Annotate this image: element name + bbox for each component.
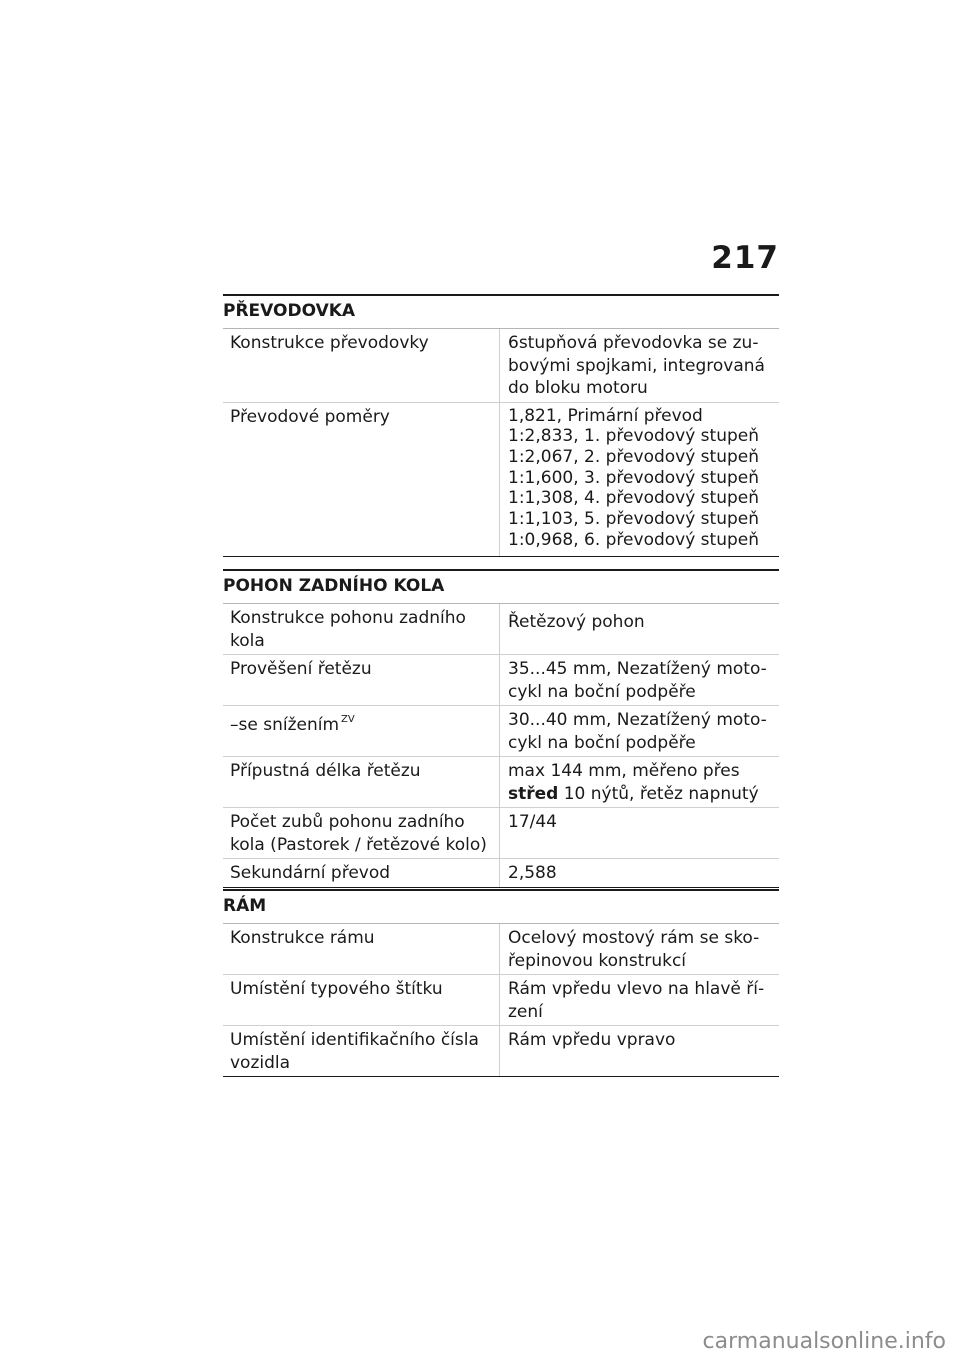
- value-text: 1:1,600, 3. převodový stupeň: [508, 467, 760, 488]
- spec-label: [223, 329, 500, 402]
- spec-label: [223, 757, 500, 808]
- table-row: [223, 402, 779, 557]
- spec-value: [500, 402, 780, 557]
- value-text: 6stupňová převodovka se zu-: [508, 333, 759, 353]
- table-row: [223, 859, 779, 888]
- label-text: Počet zubů pohonu zadního: [230, 812, 465, 832]
- spec-table: [223, 604, 779, 888]
- label-text: Sekundární převod: [230, 863, 391, 883]
- value-text: 1:2,067, 2. převodový stupeň: [508, 446, 760, 467]
- value-text: 17/44: [508, 812, 557, 832]
- value-text: 1:1,308, 4. převodový stupeň: [508, 488, 760, 509]
- spec-label: [223, 1026, 500, 1077]
- section-title: PŘEVODOVKA: [223, 296, 779, 329]
- spec-value: [500, 808, 780, 859]
- spec-value: [500, 1026, 780, 1077]
- spec-label: [223, 604, 500, 655]
- table-row: [223, 808, 779, 859]
- table-row: [223, 1026, 779, 1077]
- value-text: 2,588: [508, 863, 557, 883]
- table-row: [223, 757, 779, 808]
- label-text: –se snížením: [230, 715, 340, 735]
- value-text: zení: [508, 1001, 543, 1022]
- table-row: [223, 329, 779, 402]
- spec-value: [500, 924, 780, 975]
- page-number: 217: [711, 240, 779, 276]
- spec-value: [500, 757, 780, 808]
- spec-value: [500, 329, 780, 402]
- label-text: Umístění identifikačního čísla: [230, 1030, 479, 1050]
- value-text: Rám vpředu vlevo na hlavě ří-: [508, 979, 765, 999]
- table-row: [223, 924, 779, 975]
- label-text: Konstrukce rámu: [230, 928, 375, 948]
- spec-value: [500, 655, 780, 706]
- spec-value: [500, 859, 780, 888]
- label-text: Umístění typového štítku: [230, 979, 443, 999]
- value-text: 1:1,103, 5. převodový stupeň: [508, 509, 760, 530]
- spec-label: [223, 808, 500, 859]
- label-text: Přípustná délka řetězu: [230, 761, 421, 781]
- table-row: [223, 604, 779, 655]
- section-transmission: [223, 294, 779, 557]
- label-text: vozidla: [230, 1052, 291, 1073]
- spec-label: [223, 402, 500, 557]
- emphasis-text: střed: [508, 783, 559, 804]
- watermark: carmanualsonline.info: [702, 1329, 946, 1354]
- label-text: Převodové poměry: [230, 406, 390, 427]
- spec-value: [500, 975, 780, 1026]
- value-text: 1:2,833, 1. převodový stupeň: [508, 426, 760, 447]
- label-text: Konstrukce převodovky: [230, 333, 429, 353]
- section-title: RÁM: [223, 891, 779, 924]
- spec-value: [500, 706, 780, 757]
- section-frame: [223, 889, 779, 1077]
- value-text: 35...45 mm, Nezatížený moto-: [508, 659, 767, 679]
- label-text: kola: [230, 630, 265, 651]
- value-text: řepinovou konstrukcí: [508, 950, 687, 971]
- value-text: cykl na boční podpěře: [508, 681, 696, 702]
- spec-value: [500, 604, 780, 655]
- label-text: Konstrukce pohonu zadního: [230, 608, 466, 628]
- table-row: [223, 975, 779, 1026]
- section-rear-wheel-drive: [223, 569, 779, 888]
- table-row: [223, 706, 779, 757]
- value-text: 10 nýtů, řetěz napnutý: [558, 783, 759, 804]
- footnote-marker: ZV: [341, 714, 355, 725]
- value-text: Ocelový mostový rám se sko-: [508, 928, 760, 948]
- value-text: 30...40 mm, Nezatížený moto-: [508, 710, 767, 730]
- value-text: cykl na boční podpěře: [508, 732, 696, 753]
- spec-table: [223, 329, 779, 557]
- value-text: do bloku motoru: [508, 378, 648, 398]
- value-text: bovými spojkami, integrovaná: [508, 355, 765, 376]
- value-text: Řetězový pohon: [508, 612, 645, 632]
- spec-label: [223, 924, 500, 975]
- spec-label: [223, 859, 500, 888]
- spec-label: [223, 975, 500, 1026]
- label-text: kola (Pastorek / řetězové kolo): [230, 834, 487, 855]
- label-text: Prověšení řetězu: [230, 659, 372, 679]
- spec-label: [223, 655, 500, 706]
- table-row: [223, 655, 779, 706]
- value-text: Rám vpředu vpravo: [508, 1030, 676, 1050]
- section-title: POHON ZADNÍHO KOLA: [223, 571, 779, 604]
- spec-label: [223, 706, 500, 757]
- value-text: 1,821, Primární převod: [508, 405, 703, 426]
- value-text: max 144 mm, měřeno přes: [508, 761, 740, 781]
- spec-table: [223, 924, 779, 1077]
- value-text: 1:0,968, 6. převodový stupeň: [508, 529, 760, 550]
